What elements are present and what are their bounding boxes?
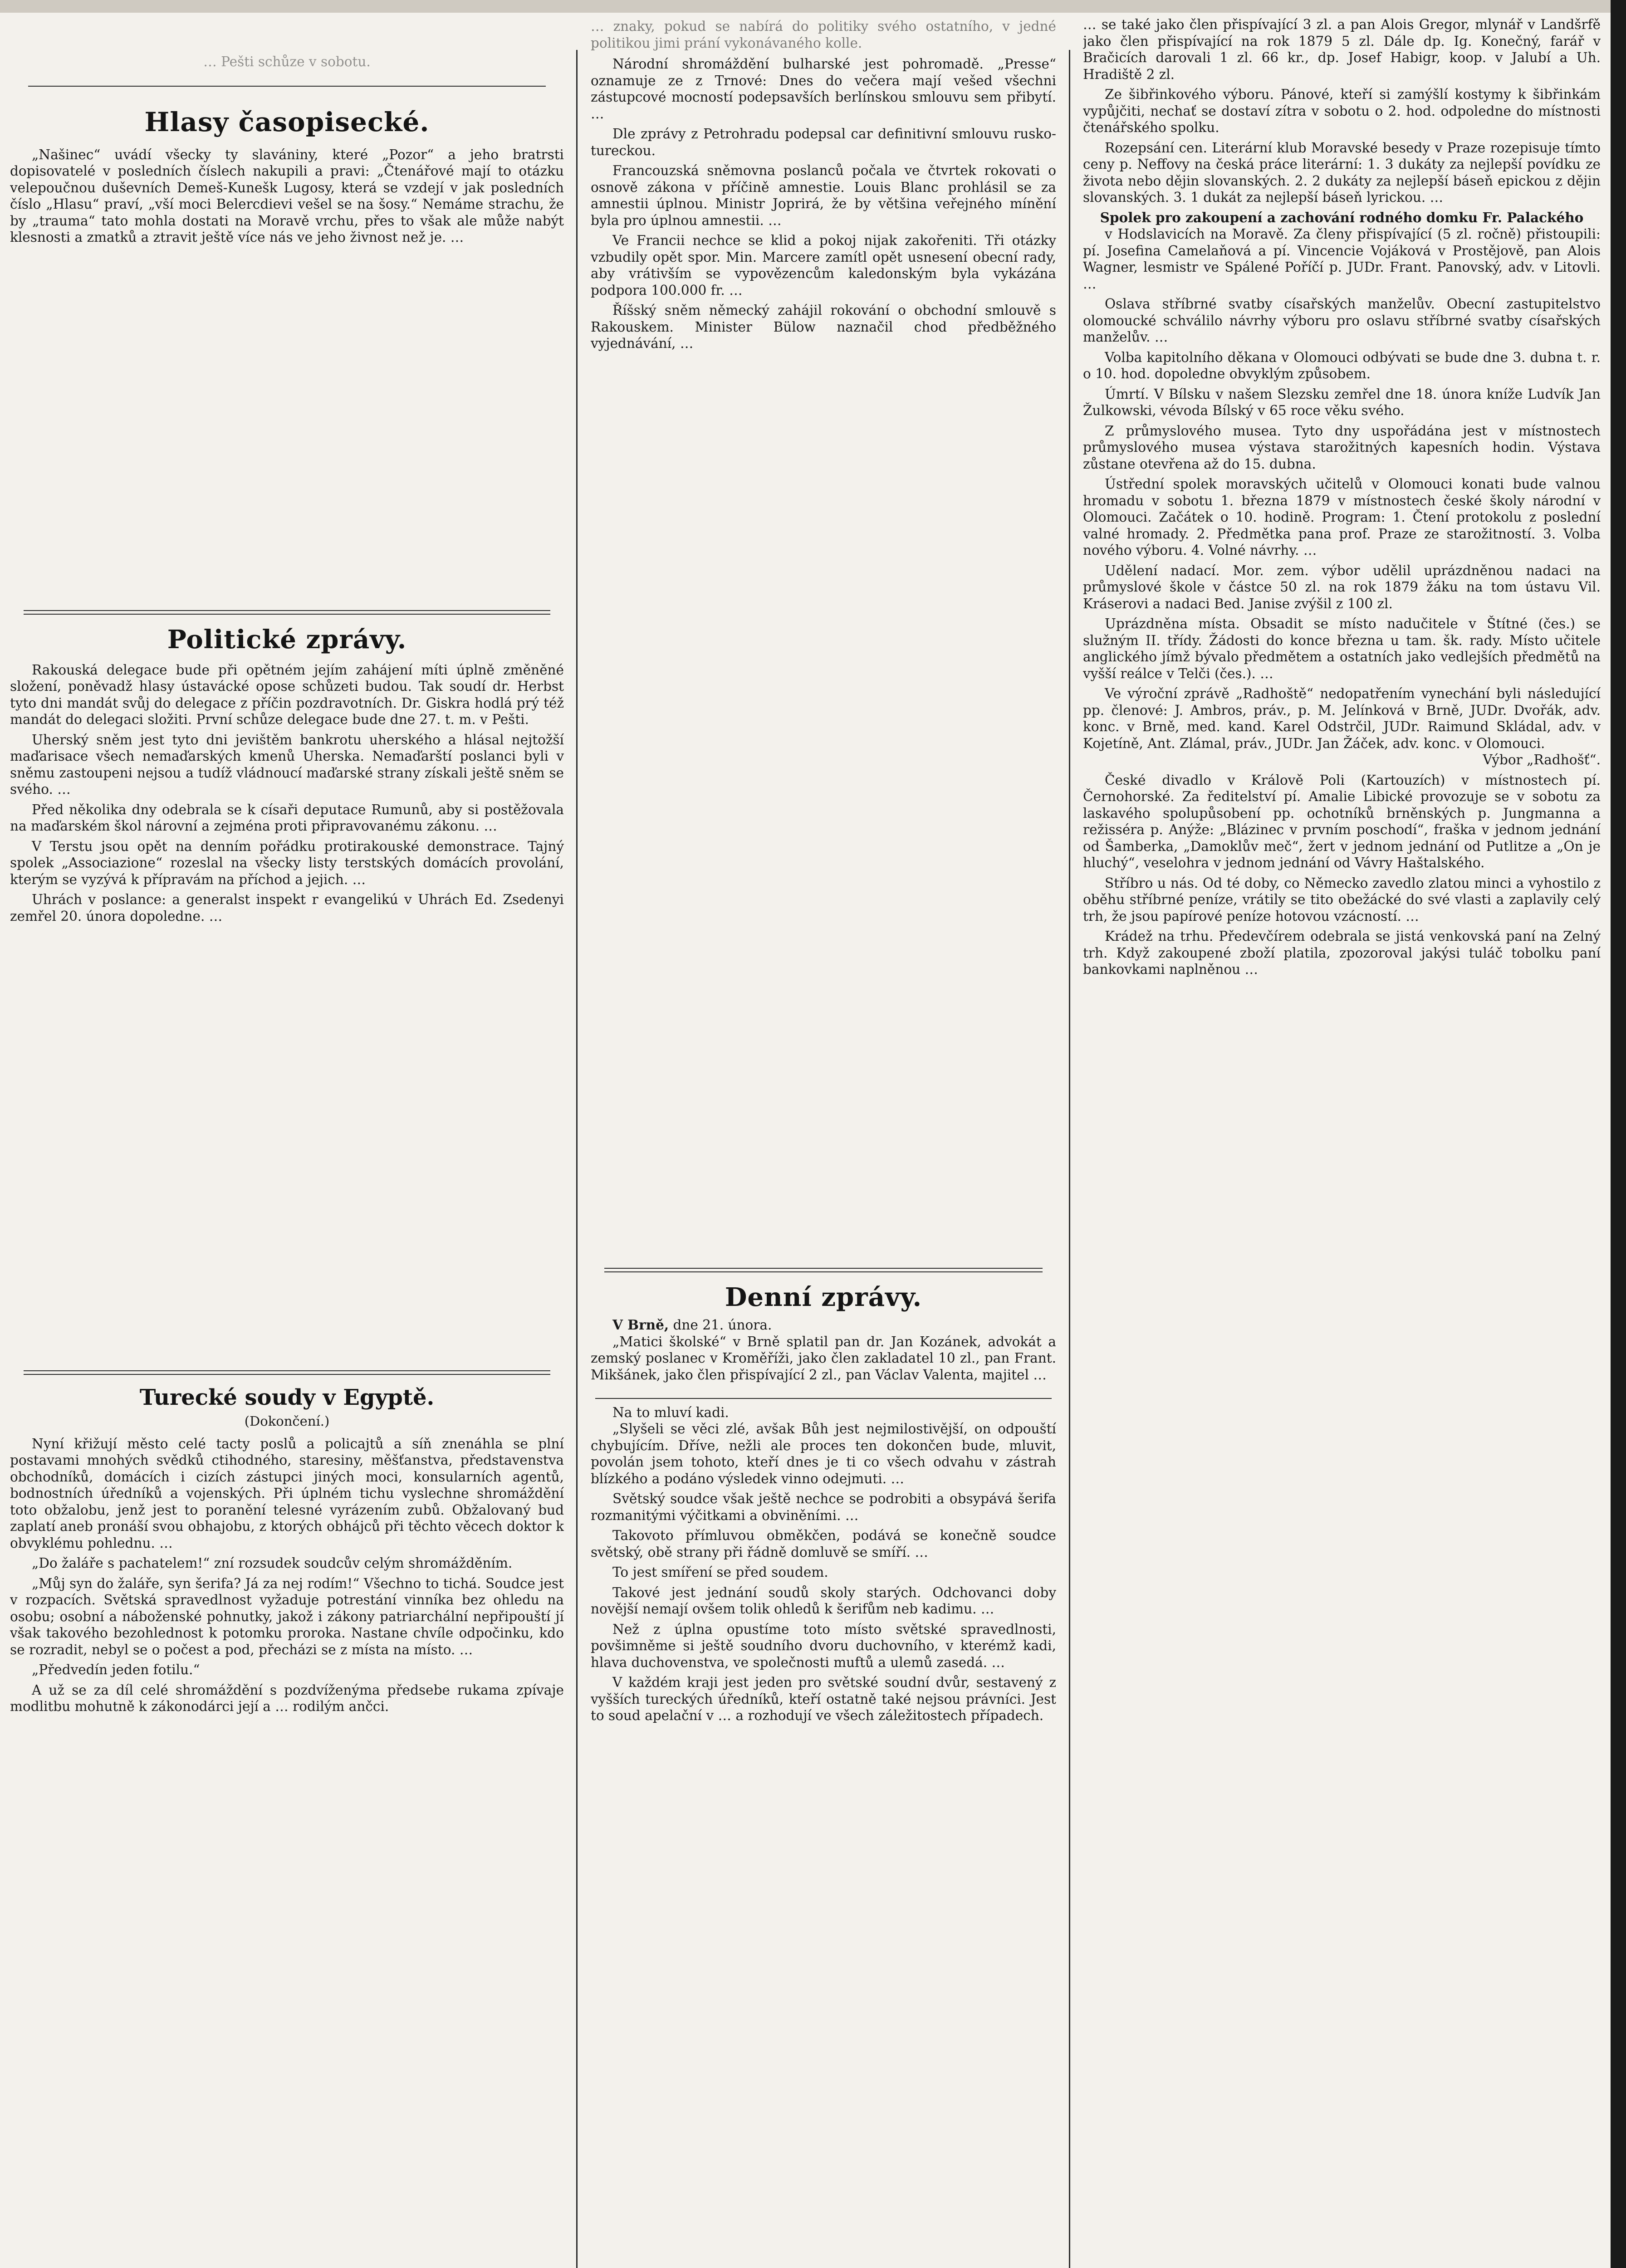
section-title-turecke: Turecké soudy v Egyptě. — [139, 1384, 435, 1410]
turecke-paragraph: Nyní křižují město celé tacty poslů a policajtů a síň znenáhla se plní postavami mnohých svědků ctihodného, staresiny, měšťanstva, představenstva obchodníků, domácích i cizích zástupci jiných moci, konsularních agentů, bodnostních úředníků a vojenských. Při úplném tichu vyslechne shromáždění toto obžalobu, jenž jest to poranění telesné vyrázením zubů. Obžalovaný bud zaplatí aneb pronáší svou obhajobu, z ktorých obhájců při těchto věcech doktor k obvyklému pohlednu. … — [10, 1436, 564, 1551]
politicke-articles — [10, 662, 564, 1360]
article-stribro: Stříbro u nás. Od té doby, co Německo zavedlo zlatou minci a vyhostilo z oběhu stříbrné peníze, vrátily se tito obežácké do své vlasti a zaplavily celý trh, že jsou papírové peníze hotovou vzácností. … — [1083, 875, 1601, 924]
turecke-paragraph: „Do žaláře s pachatelem!“ zní rozsudek soudcův celým shromážděním. — [32, 1555, 513, 1571]
article-spolek: v Hodslavicích na Moravě. Za členy přispívající (5 zl. ročně) přistoupili: pí. Josefina Camelaňová a pí. Vincencie Vojáková v Prostějově, pan Alois Wagner, lesmistr ve Spálené Poříčí p. JUDr. Frant. Panovský, adv. v Litovli. … — [1083, 226, 1601, 292]
paragraph: „Slyšeli se věci zlé, avšak Bůh jest nejmilostivější, on odpouští chybujícím. Dříve, nežli ale proces ten dokončen bude, mluvit, povolán jsem tohoto, kteří dnes je ti co všech odvahu v zástrah blízkého a podáno výsledek vinno odejmuti. … — [591, 1421, 1056, 1486]
paragraph: Světský soudce však ještě nechce se podrobiti a obsypává šerifa rozmanitými výčitkami a obviněními. … — [591, 1491, 1056, 1523]
article-uhersky-snem: Uherský sněm jest tyto dni jevištěm bankrotu uherského a hlásal nejtožší maďarisace všech nemaďarských kmenů Uherska. Nemaďarští poslanci byli v sněmu zastoupeni nejsou a tudíž vládnoucí maďarské strany získali ještě sněm se svého. … — [10, 732, 564, 797]
turecke-paragraph: „Můj syn do žaláře, syn šerifa? Já za nej rodím!“ Všechno to tichá. Soudce jest v rozpacích. Světská spravedlnost vyžaduje potrestání vinníka bez ohledu na osobu; osobní a náboženské pohnutky, jakož i zákony patriarchální nepřipouští jí však takového bezohlednost k potomku proroka. Nastane chvíle odpočinku, kdo se rozradit, nebyl se o počest a pod, přecházi se z místa na místo. … — [10, 1575, 564, 1657]
article-deputace-rumunu: Před několika dny odebrala se k císaři deputace Rumunů, aby si postěžovala na maďarském škol nárovní a zejména proti připravovanému zákonu. … — [10, 802, 564, 834]
article-matici-text: „Matici školské“ v Brně splatil pan dr. Jan Kozánek, advokát a zemský poslanec v Kroměříži, jako člen zakladatel 10 zl., pan Frant. Mikšánek, jako člen přispívající 2 zl., pan Václav Valenta, majitel … — [591, 1334, 1056, 1383]
column-left — [0, 0, 574, 2268]
divider — [24, 1370, 550, 1375]
paragraph: … se také jako člen přispívající 3 zl. a pan Alois Gregor, mlynář v Landšrfě jako člen přispívající na rok 1879 5 zl. Dále dp. Ig. Konečný, farář v Bračicích darovali 1 zl. 66 kr., dp. Josef Habigr, koop. v Jalubí a Uh. Hradiště 2 zl. — [1083, 17, 1601, 82]
signature-radhost: Výbor „Radhošť“. — [1483, 752, 1601, 767]
subtitle-dokonceni: (Dokončení.) — [244, 1413, 330, 1429]
dateline-date: dne 21. února. — [673, 1317, 772, 1333]
article-rakouska-delegace: Rakouská delegace bude při opětném jejím zahájení míti úplně změněné složení, poněvadž hlasy ústavácké opose schůzeti budou. Tak soudí dr. Herbst tyto dni mandát svůj do delegace z příčin pozdravotních. Dr. Giskra hodlá prý též mandát do delegaci složiti. První schůze delegace bude dne 27. t. m. v Pešti. — [10, 662, 564, 727]
article-udeleni-nadaci: Udělení nadací. Mor. zem. výbor udělil uprázdněnou nadaci na průmyslové škole v částce 50 zl. na rok 1879 žáku na tom ústavu Vil. Kráserovi a nadaci Bed. Janise zvýšil z 100 zl. — [1083, 562, 1601, 611]
article-uprazdnena-mista: Uprázdněna místa. Obsadit se místo nadučitele v Štítné (čes.) se služným II. třídy. Žádosti do konce března u tam. šk. rady. Místo učitele anglického jímž bývalo předmětem a ostatních jako vedlejších předmětů na vyšší reálce v Telči (čes.). … — [1083, 616, 1601, 681]
section-title-politicke: Politické zprávy. — [167, 624, 407, 655]
column-rule — [576, 50, 578, 2268]
article-oslava: Oslava stříbrné svatby císařských manželův. Obecní zastupitelstvo olomoucké schválilo návrhy výboru pro oslavu stříbrné svatby císařských manželův. … — [1083, 296, 1601, 345]
divider — [604, 1268, 1043, 1272]
hlasy-body: „Našinec“ uvádí všecky ty slavániny, které „Pozor“ a jeho bratrsti dopisovatelé v posledních číslech nakupili a pravi: „Čtenářové mají to otázku velepoučnou duševních Demeš-Kunešk Lugosy, která se vzdejí v jak posledních číslo „Hlasu“ praví, „vší moci Belercdievi vešel se na šosy.“ Nemáme strachu, že by „trauma“ tato mohla dostati na Moravě vrchu, přes to však ale může nabýt klesnosti a zmatků a ztravit ještě více nás ve jeho živnost než je. … — [10, 147, 564, 245]
paragraph: Na to mluví kadi. — [612, 1404, 729, 1420]
article-spolek-title: Spolek pro zakoupení a zachování rodného domku Fr. Palackého — [1100, 209, 1584, 225]
paragraph: Takové jest jednání soudů skoly starých. Odchovanci doby novější nemají ovšem tolik ohledů k šerifům neb kadimu. … — [591, 1584, 1056, 1617]
hlasy-article — [10, 147, 564, 600]
dateline — [591, 1317, 1056, 1334]
article-rozepsani-cen: Rozepsání cen. Literární klub Moravské besedy v Praze rozepisuje tímto ceny p. Neffovy na česká práce literární: 1. 3 dukáty za nejlepší povídku ze života nebo dějin slovanských. 2. 2 dukáty za nejlepší báseň epickou z dějin slovanských. 3. 1 dukát za nejlepší báseň lyrickou. … — [1083, 140, 1601, 205]
article-umrti: Úmrtí. V Bílsku v našem Slezsku zemřel dne 18. února kníže Ludvík Jan Žulkowski, vévoda Bílský v 65 roce věku svého. — [1083, 386, 1601, 418]
turecke-continued — [591, 1404, 1056, 2253]
article-vyrocni-zprava: Ve výroční zprávě „Radhoště“ nedopatřením vynechání byli následující pp. členové: J. Ambros, práv., p. M. Jelínková v Brně, JUDr. Dvořák, adv. konc. v Brně, med. kand. Karel Odstrčil, JUDr. Raimund Skládal, adv. v Kojetíně, Ant. Zlámal, práv., JUDr. Jan Žáček, adv. konc. v Olomouci. — [1083, 686, 1601, 751]
paragraph: Takovoto přímluvou obměkčen, podává se konečně soudce světský, obě strany při řádně domluvě se smíří. … — [591, 1528, 1056, 1560]
section-title-hlasy: Hlasy časopisecké. — [144, 106, 430, 137]
article-ustredni-spolek: Ústřední spolek moravských učitelů v Olomouci konati bude valnou hromadu v sobotu 1. března 1879 v místnostech české školy národní v Olomouci. Začátek o 10. hodině. Program: 1. Čtení protokolu z poslední valné hromady. 2. Předmětka pana prof. Praze ze starožitností. 3. Volba nového výboru. 4. Volné návrhy. … — [1083, 476, 1601, 558]
divider — [24, 610, 550, 615]
article-ceske-divadlo: České divadlo v Králově Poli (Kartouzích) v místnostech pí. Černohorské. Za ředitelství pí. Amalie Libické provozuje se v sobotu za laskavého spolupůsobení pp. ochotníků brněnských p. Jungmanna a režisséra p. Anýže: „Blázinec v prvním poschodí“, fraška v jednom jednání od Šamberka, „Damoklův meč“, žert v jednom jednání od Putlitze a „On je hluchý“, veselohra v jednom jednání od Vávry Haštalského. — [1083, 772, 1601, 870]
intro-line: … Pešti schůze v sobotu. — [203, 54, 371, 69]
article-narodni-shromazdeni: Národní shromáždění bulharské jest pohromadě. „Presse“ oznamuje ze z Trnové: Dnes do večera mají vešed všechni zástupcové mocností podepsavších berlínskou smlouvu sem přibytí. … — [591, 56, 1056, 122]
article-kradez: Krádež na trhu. Předevčírem odebrala se jistá venkovská paní na Zelný trh. Když zakoupené zboží platila, zpozoroval jakýsi tuláč tobolku paní bankovkami naplněnou … — [1083, 929, 1601, 977]
paragraph: To jest smíření se před soudem. — [612, 1564, 828, 1580]
turecke-paragraph: „Předvedín jeden fotilu.“ — [32, 1662, 200, 1677]
article-sibrinkoveho: Ze šibřinkového výboru. Pánové, kteří si zamýšlí kostymy k šibřinkám vypůjčiti, nechať se dostaví zítra v sobotu o 2. hod. odpoledne do místnosti čtenářského spolku. — [1083, 87, 1601, 135]
paragraph: V každém kraji jest jeden pro světské soudní dvůr, sestavený z vyšších tureckých úředníků, kteří ostatně také nejsou právníci. Jest to soud apelační v … a rozhodují ve všech záležitostech případech. — [591, 1675, 1056, 1723]
article-musea: Z průmyslového musea. Tyto dny uspořádána jest v místnostech průmyslového musea výstava starožitných kapesních hodin. Výstava zůstane otevřena až do 15. dubna. — [1083, 423, 1601, 472]
turecke-article — [10, 1436, 564, 2161]
article-francouzska-snemovna: Francouzská sněmovna poslanců počala ve čtvrtek rokovati o osnově zákona v příčině amnestie. Louis Blanc prohlásil se za amnestii úplnou. Ministr Joprirá, že by většina veřejného mínění byla pro úplnou amnestii. … — [591, 163, 1056, 228]
divider — [28, 86, 546, 87]
article-v-terstu: V Terstu jsou opět na denním pořádku protirakouské demonstrace. Tajný spolek „Associazione“ rozeslal na všecky listy terstských domácích provolání, kterým se vyzývá k přípravám na příchod a jejich. … — [10, 838, 564, 887]
paragraph: Než z úplna opustíme toto místo světské spravedlnosti, povšimněme si ještě soudního dvoru duchovního, v kterémž kadi, hlava duchovenstva, ve společnosti muftů a ulemů zasedá. … — [591, 1621, 1056, 1670]
section-title-denni: Denní zprávy. — [725, 1282, 922, 1312]
article-volba: Volba kapitolního děkana v Olomouci odbývati se bude dne 3. dubna t. r. o 10. hod. dopoledne obvyklým způsobem. — [1083, 349, 1601, 381]
article-ve-francii: Ve Francii nechce se klid a pokoj nijak zakořeniti. Tři otázky vzbudily opět spor. Min. Marcere zamítl opět usnesení obecní rady, aby vrátivším se vypovězencům kaledonským byla vykázána podpora 100.000 fr. … — [591, 233, 1056, 298]
intro-line: … znaky, pokud se nabírá do politiky svého ostatního, v jedné politikou jimi prání vykonávaného kolle. — [591, 19, 1056, 51]
article-smlouva: Dle zprávy z Petrohradu podepsal car definitivní smlouvu rusko-tureckou. — [591, 126, 1056, 158]
column-middle — [581, 0, 1066, 2268]
column-rule — [1069, 50, 1070, 2268]
politicke-continued — [591, 56, 1056, 1258]
turecke-paragraph: A už se za díl celé shromáždění s pozdvíženýma předsebe rukama zpívaje modlitbu mohutně k zákonodárci její a … rodilým ančci. — [10, 1682, 564, 1714]
column-right — [1073, 0, 1611, 2268]
scan-right-edge — [1611, 0, 1626, 2268]
article-uhrach: Uhrách v poslance: a generalst inspekt r evangelikú v Uhrách Ed. Zsedenyi zemřel 20. února dopoledne. … — [10, 892, 564, 924]
divider — [595, 1398, 1052, 1399]
article-nemecky-snem: Říšský sněm německý zahájil rokování o obchodní smlouvě s Rakouskem. Minister Bülow naznačil chod předběžného vyjednávání, … — [591, 303, 1056, 351]
dateline-place: V Brně, — [612, 1317, 669, 1333]
article-matici — [591, 1334, 1056, 1393]
denni-zpravy-continued — [1083, 16, 1601, 2268]
